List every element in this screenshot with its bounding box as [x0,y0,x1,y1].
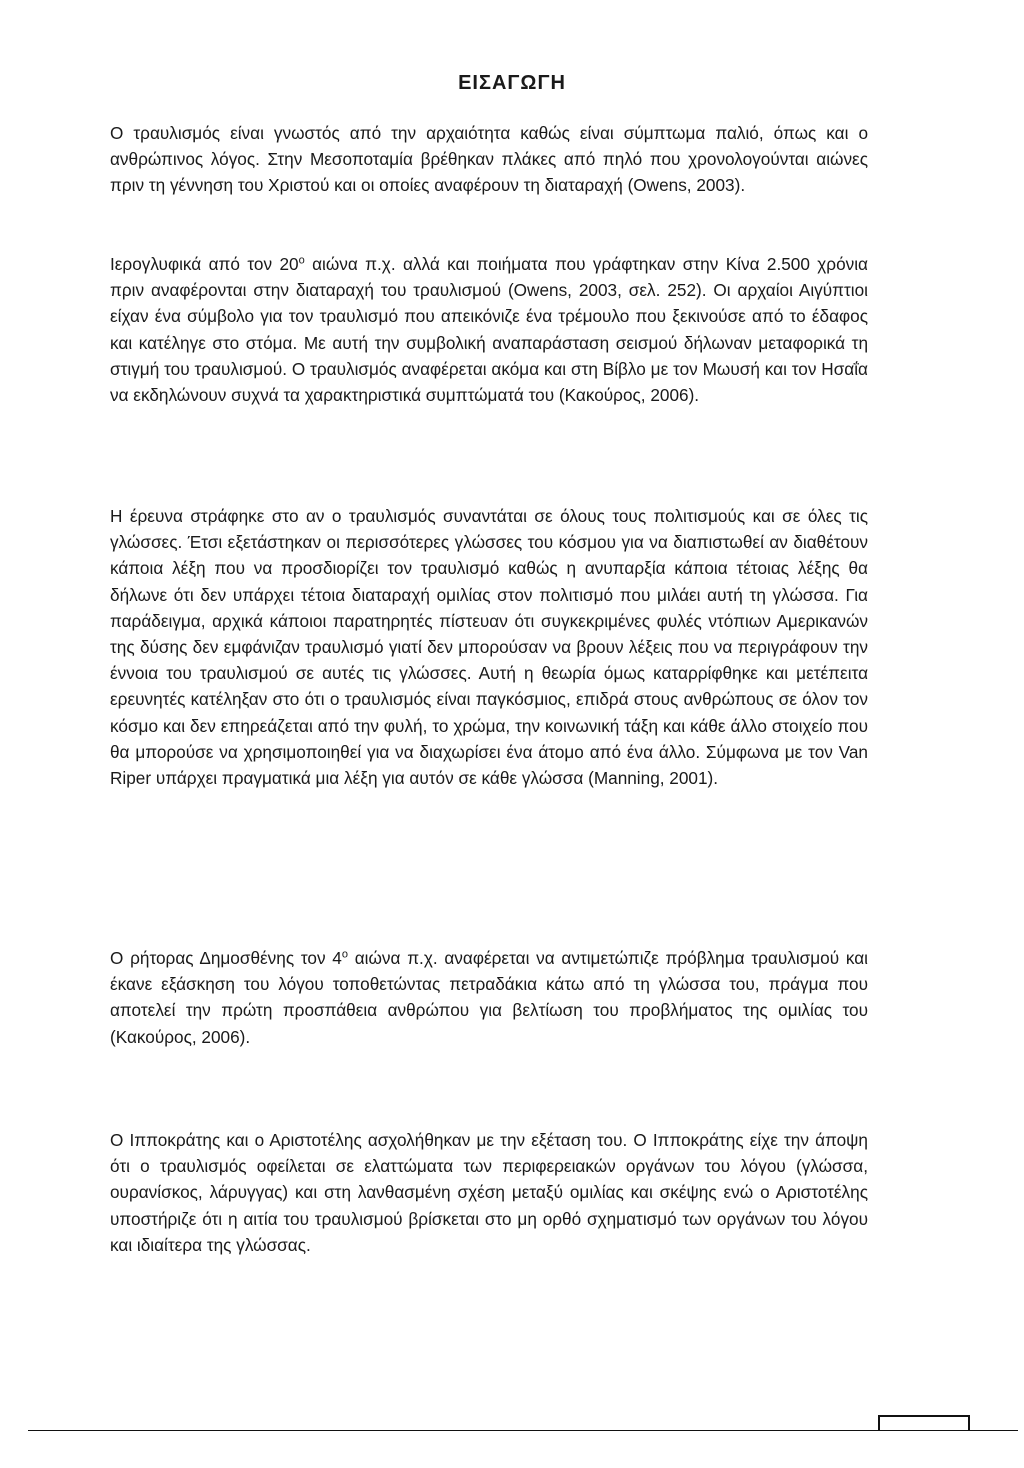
superscript-o: ο [298,254,305,267]
section-title: ΕΙΣΑΓΩΓΗ [458,72,566,94]
paragraph-4 [110,945,868,1050]
paragraph-4-part-b: αιώνα π.χ. αναφέρεται να αντιμετώπιζε πρόβλημα τραυλισμού και έκανε εξάσκηση του λόγου τοποθετώντας πετραδάκια κάτω από τη γλώσσα του, πράγμα που αποτελεί την πρώτη προσπάθεια ανθρώπου για βελτίωση του προβλήματος της ομιλίας του (Κακούρος, 2006). [110,948,868,1047]
footer-bracket [878,1415,970,1430]
superscript-o: ο [341,948,348,961]
paragraph-3: Η έρευνα στράφηκε στο αν ο τραυλισμός συναντάται σε όλους τους πολιτισμούς και σε όλες τις γλώσσες. Έτσι εξετάστηκαν οι περισσότερες γλώσσες του κόσμου για να διαπιστωθεί αν διαθέτουν κάποια λέξη που να προσδιορίζει τον τραυλισμό καθώς η ανυπαρξία κάποια τέτοιας λέξης θα δήλωνε ότι δεν υπάρχει τέτοια διαταραχή ομιλίας στον πολιτισμό που μιλάει αυτή τη γλώσσα. Για παράδειγμα, αρχικά κάποιοι παρατηρητές πίστευαν ότι συγκεκριμένες φυλές ντόπιων Αμερικανών της δύσης δεν εμφάνιζαν τραυλισμό γιατί δεν μπορούσαν να βρουν λέξεις που να περιγράφουν την έννοια του τραυλισμού σε αυτές τις γλώσσες. Αυτή η θεωρία όμως καταρρίφθηκε και μετέπειτα ερευνητές κατέληξαν στο ότι ο τραυλισμός είναι παγκόσμιος, επιδρά στους ανθρώπους σε όλον τον κόσμο και δεν επηρεάζεται από την φυλή, το χρώμα, την κοινωνική τάξη και κάθε άλλο στοιχείο που θα μπορούσε να χρησιμοποιηθεί για να διαχωρίσει ένα άτομο από ένα άλλο. Σύμφωνα με τον Van Riper υπάρχει πραγματικά μια λέξη για αυτόν σε κάθε γλώσσα (Manning, 2001). [110,506,868,789]
paragraph-2 [110,251,868,408]
paragraph-4-part-a: Ο ρήτορας Δημοσθένης τον 4 [110,948,342,968]
footer-rule [28,1430,1018,1431]
paragraph-2-part-b: αιώνα π.χ. αλλά και ποιήματα που γράφτηκαν στην Κίνα 2.500 χρόνια πριν αναφέρονται στην διαταραχή του τραυλισμού (Owens, 2003, σελ. 252). Οι αρχαίοι Αιγύπτιοι είχαν ένα σύμβολο για τον τραυλισμό που απεικόνιζε ένα τρέμουλο που ξεκινούσε από το έδαφος και κατέληγε στο στόμα. Με αυτή την συμβολική αναπαράσταση σεισμού δήλωναν μεταφορικά τη στιγμή του τραυλισμού. Ο τραυλισμός αναφέρεται ακόμα και στη Βίβλο με τον Μωυσή και τον Ησαΐα να εκδηλώνουν συχνά τα χαρακτηριστικά συμπτώματά του (Κακούρος, 2006). [110,254,868,406]
paragraph-2-part-a: Ιερογλυφικά από τον 20 [110,254,299,274]
paragraph-1: Ο τραυλισμός είναι γνωστός από την αρχαιότητα καθώς είναι σύμπτωμα παλιό, όπως και ο ανθρώπινος λόγος. Στην Μεσοποταμία βρέθηκαν πλάκες από πηλό που χρονολογούνται αιώνες πριν τη γέννηση του Χριστού και οι οποίες αναφέρουν τη διαταραχή (Owens, 2003). [110,123,868,196]
paragraph-5: Ο Ιπποκράτης και ο Αριστοτέλης ασχολήθηκαν με την εξέταση του. Ο Ιπποκράτης είχε την άποψη ότι ο τραυλισμός οφείλεται σε ελαττώματα των περιφερειακών οργάνων του λόγου (γλώσσα, ουρανίσκος, λάρυγγας) και στη λανθασμένη σχέση μεταξύ ομιλίας και σκέψης ενώ ο Αριστοτέλης υποστήριζε ότι η αιτία του τραυλισμού βρίσκεται στο μη ορθό σχηματισμό των οργάνων του λόγου και ιδιαίτερα της γλώσσας. [110,1130,868,1255]
